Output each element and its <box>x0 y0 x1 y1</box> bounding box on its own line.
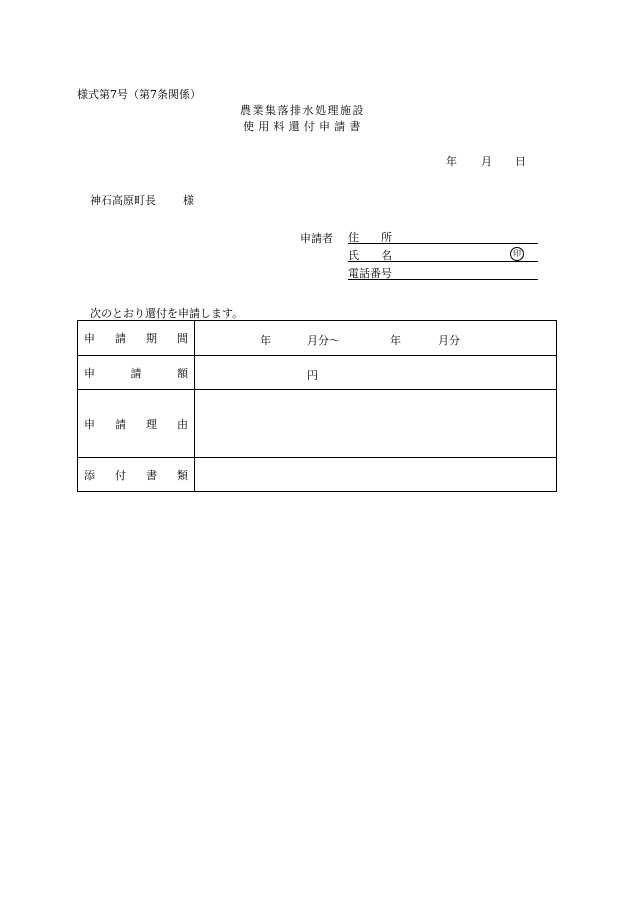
label-char: 請 <box>115 417 126 431</box>
amount-unit: 円 <box>307 369 318 382</box>
addressee-honorific: 様 <box>183 194 194 207</box>
label-char: 期 <box>146 332 157 345</box>
label-char: 添 <box>84 468 95 482</box>
applicant-label: 申請者 <box>300 232 333 245</box>
document-title-line1: 農業集落排水処理施設 <box>240 104 365 117</box>
name-field[interactable] <box>348 247 538 262</box>
reason-value-cell[interactable] <box>195 390 557 458</box>
label-char: 類 <box>177 468 188 482</box>
label-char: 理 <box>146 417 157 431</box>
label-char: 間 <box>177 332 188 345</box>
period-value-cell[interactable] <box>195 321 557 356</box>
row-label-reason <box>78 390 195 458</box>
label-char: 付 <box>115 468 126 482</box>
document-title-line2: 使用料還付申請書 <box>243 120 365 133</box>
label-char: 額 <box>177 366 188 380</box>
label-char: 申 <box>84 366 95 380</box>
phone-label: 電話番号 <box>348 267 392 280</box>
amount-value-cell[interactable] <box>195 356 557 390</box>
table-row <box>78 458 557 492</box>
row-label-attachments <box>78 458 195 492</box>
phone-field[interactable] <box>348 265 538 280</box>
intro-text: 次のとおり還付を申請します。 <box>90 307 244 320</box>
label-char: 申 <box>84 417 95 431</box>
attachments-value-cell[interactable] <box>195 458 557 492</box>
table-row <box>78 356 557 390</box>
table-row <box>78 321 557 356</box>
row-label-amount <box>78 356 195 390</box>
address-label: 住 所 <box>348 231 392 244</box>
label-char: 申 <box>84 332 95 345</box>
addressee-name: 神石高原町長 <box>90 194 156 207</box>
label-char: 書 <box>146 468 157 482</box>
label-char: 請 <box>130 366 142 380</box>
application-table <box>77 320 557 492</box>
name-label: 氏 名 <box>348 249 392 262</box>
seal-mark: 印 <box>510 247 524 261</box>
date-day-label: 日 <box>515 155 526 168</box>
table-row <box>78 390 557 458</box>
period-month2: 月分 <box>438 334 460 347</box>
date-month-label: 月 <box>481 155 492 168</box>
row-label-period <box>78 321 195 356</box>
label-char: 請 <box>115 332 126 345</box>
period-year1: 年 <box>260 334 271 347</box>
address-field[interactable] <box>348 229 538 244</box>
date-year-label: 年 <box>446 155 457 168</box>
period-year2: 年 <box>390 334 401 347</box>
period-month1: 月分～ <box>307 334 340 347</box>
label-char: 由 <box>177 417 188 431</box>
form-number: 様式第7号（第7条関係） <box>77 88 201 101</box>
